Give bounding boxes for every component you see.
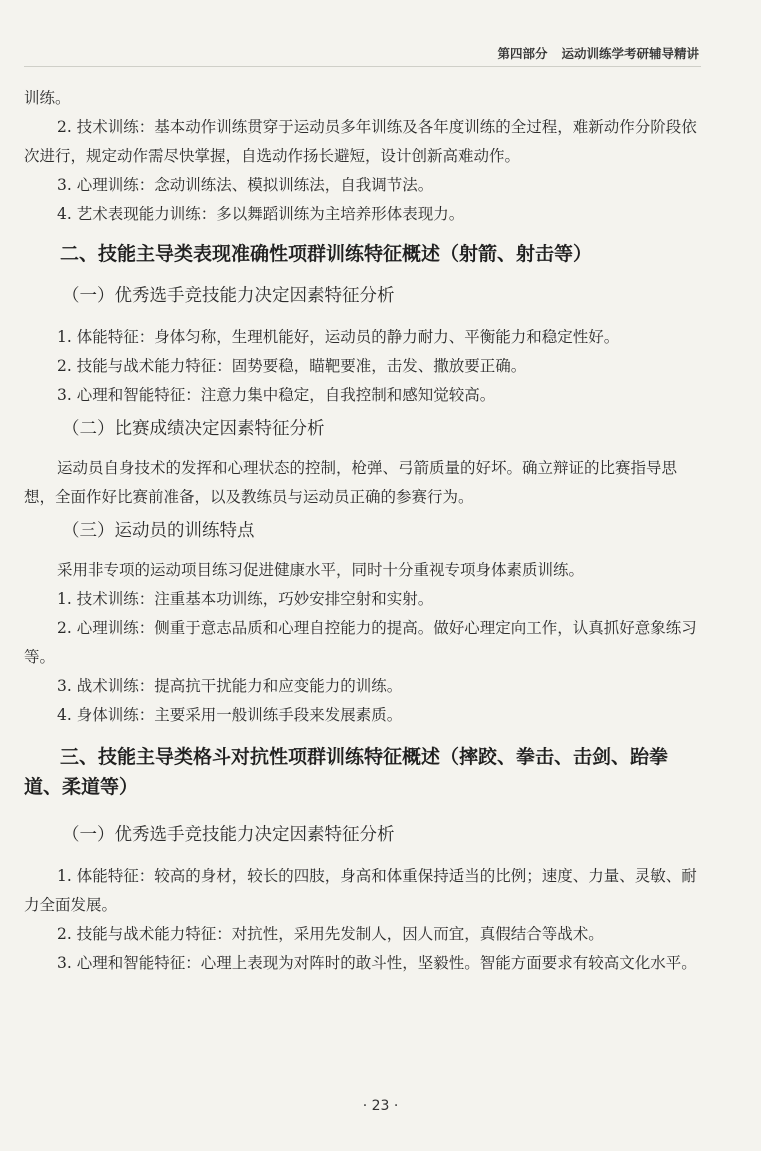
paragraph-artistic-training: 4. 艺术表现能力训练：多以舞蹈训练为主培养形体表现力。 — [57, 205, 465, 223]
section-2-sub3-intro: 采用非专项的运动项目练习促进健康水平，同时十分重视专项身体素质训练。 — [57, 561, 585, 579]
section-2-sub1-item-1: 1. 体能特征：身体匀称，生理机能好，运动员的静力耐力、平衡能力和稳定性好。 — [57, 328, 620, 346]
header-rule — [24, 66, 701, 67]
section-2-subheading-2: （二）比赛成绩决定因素特征分析 — [62, 419, 325, 439]
running-header-part: 第四部分 — [497, 46, 548, 61]
section-2-heading: 二、技能主导类表现准确性项群训练特征概述（射箭、射击等） — [60, 243, 593, 265]
section-2-sub2-paragraph: 运动员自身技术的发挥和心理状态的控制，枪弹、弓箭质量的好坏。确立辩证的比赛指导思想，全面作好比赛前准备，以及教练员与运动员正确的参赛行为。 — [24, 459, 678, 506]
section-3-sub1-item-2: 2. 技能与战术能力特征：对抗性，采用先发制人，因人而宜，真假结合等战术。 — [57, 925, 604, 943]
section-2-sub1-item-3: 3. 心理和智能特征：注意力集中稳定，自我控制和感知觉较高。 — [57, 386, 496, 404]
section-3-sub1-item-1: 1. 体能特征：较高的身材，较长的四肢，身高和体重保持适当的比例；速度、力量、灵敏、耐力全面发展。 — [24, 867, 697, 914]
section-2-sub3-item-3: 3. 战术训练：提高抗干扰能力和应变能力的训练。 — [57, 677, 403, 695]
running-header — [497, 44, 699, 62]
section-2-subheading-3: （三）运动员的训练特点 — [62, 521, 255, 541]
section-2-sub1-item-2: 2. 技能与战术能力特征：固势要稳，瞄靶要准，击发、撒放要正确。 — [57, 357, 527, 375]
section-2-sub3-item-4: 4. 身体训练：主要采用一般训练手段来发展素质。 — [57, 706, 403, 724]
page-number: · 23 · — [362, 1098, 399, 1114]
paragraph-psychological-training: 3. 心理训练：念动训练法、模拟训练法，自我调节法。 — [57, 176, 434, 194]
running-header-book-title: 运动训练学考研辅导精讲 — [561, 46, 699, 61]
section-3-subheading-1: （一）优秀选手竞技能力决定因素特征分析 — [62, 825, 395, 845]
section-2-sub3-item-2: 2. 心理训练：侧重于意志品质和心理自控能力的提高。做好心理定向工作，认真抓好意象练习等。 — [24, 619, 697, 666]
section-3-heading: 三、技能主导类格斗对抗性项群训练特征概述（摔跤、拳击、击剑、跆拳道、柔道等） — [24, 746, 669, 798]
section-2-sub3-item-1: 1. 技术训练：注重基本功训练，巧妙安排空射和实射。 — [57, 590, 434, 608]
paragraph-technical-training: 2. 技术训练：基本动作训练贯穿于运动员多年训练及各年度训练的全过程，难新动作分阶段依次进行，规定动作需尽快掌握，自选动作扬长避短，设计创新高难动作。 — [24, 118, 697, 165]
page-body — [24, 84, 700, 978]
section-3-sub1-item-3: 3. 心理和智能特征：心理上表现为对阵时的敢斗性，坚毅性。智能方面要求有较高文化水平。 — [57, 954, 697, 972]
section-2-subheading-1: （一）优秀选手竞技能力决定因素特征分析 — [62, 286, 395, 306]
paragraph-continuation: 训练。 — [24, 89, 71, 107]
